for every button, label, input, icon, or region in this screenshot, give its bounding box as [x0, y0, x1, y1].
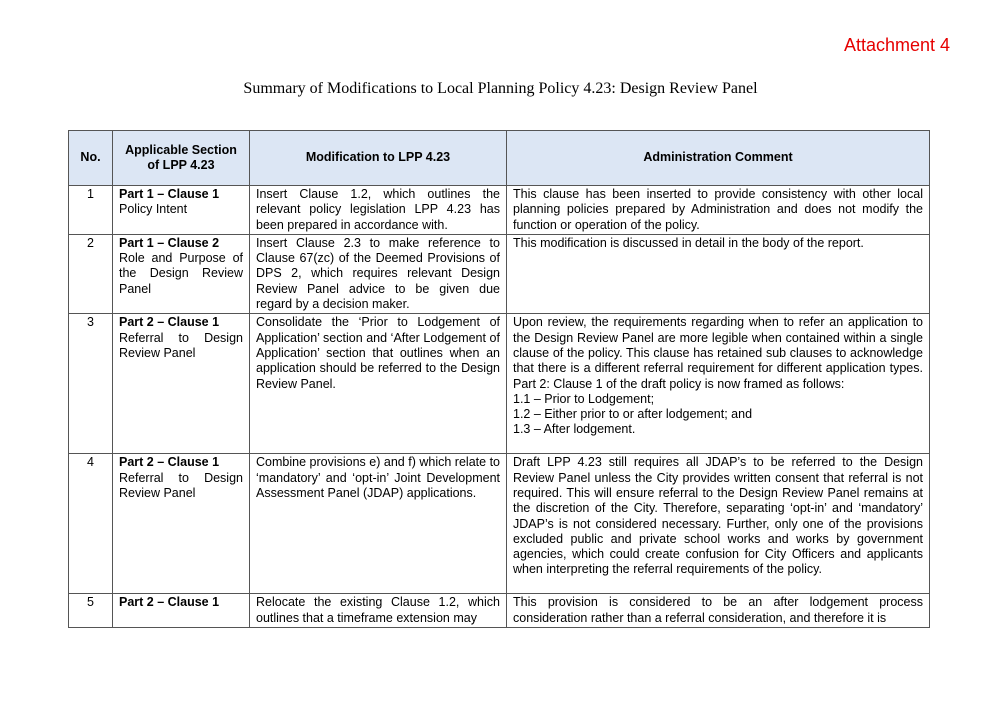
- comment-paragraph: This modification is discussed in detail in the body of the report.: [513, 235, 864, 250]
- section-title: Part 2 – Clause 1: [119, 315, 220, 330]
- comment-paragraph: This clause has been inserted to provide consistency with other local planning policies prepared by Administration and does not modify the function or operation of the policy.: [513, 187, 923, 232]
- row-section: [113, 234, 250, 313]
- row-section: [113, 186, 250, 235]
- comment-list-item: 1.3 – After lodgement.: [513, 422, 636, 437]
- header-section: Applicable Section of LPP 4.23: [113, 131, 250, 186]
- section-subtitle: Role and Purpose of the Design Review Panel: [119, 251, 243, 296]
- row-number: 3: [69, 314, 113, 454]
- table-row: [69, 234, 930, 313]
- row-comment: [507, 594, 930, 628]
- table-row: [69, 594, 930, 628]
- header-no: No.: [69, 131, 113, 186]
- section-subtitle: Policy Intent: [119, 202, 188, 217]
- row-number: 4: [69, 454, 113, 594]
- section-title: Part 2 – Clause 1: [119, 455, 220, 470]
- row-modification: Insert Clause 2.3 to make reference to Clause 67(zc) of the Deemed Provisions of DPS 2, which requires relevant Design Review Panel advice to be given due regard by a decision maker.: [250, 234, 507, 313]
- section-subtitle: Referral to Design Review Panel: [119, 330, 243, 360]
- row-modification: Insert Clause 1.2, which outlines the relevant policy legislation LPP 4.23 has been prepared in accordance with.: [250, 186, 507, 235]
- row-comment: [507, 234, 930, 313]
- row-modification: Consolidate the ‘Prior to Lodgement of Application’ section and ‘After Lodgement of Application’ section that outlines when an application should be referred to the Design Review Panel.: [250, 314, 507, 454]
- table-row: [69, 454, 930, 594]
- modifications-table: [68, 130, 930, 628]
- row-number: 5: [69, 594, 113, 628]
- comment-paragraph: Draft LPP 4.23 still requires all JDAP’s to be referred to the Design Review Panel unless the City provides written consent that referral is not required. This will ensure referral to the Design Review Panel remains at the discretion of the City. Therefore, separating ‘opt-in’ and ‘mandatory’ JDAP’s is not considered necessary. Further, only one of the provisions excluded public and private school works and works by government agencies, which could create confusion for City Officers and applicants when interpreting the referral requirements of the policy.: [513, 455, 923, 577]
- comment-list-item: 1.1 – Prior to Lodgement;: [513, 391, 655, 406]
- row-number: 2: [69, 234, 113, 313]
- section-title: Part 2 – Clause 1: [119, 595, 220, 610]
- row-section: [113, 454, 250, 594]
- table-header-row: [69, 131, 930, 186]
- table-row: [69, 314, 930, 454]
- row-section: [113, 314, 250, 454]
- section-title: Part 1 – Clause 1: [119, 187, 220, 201]
- row-number: 1: [69, 186, 113, 235]
- header-comment: Administration Comment: [507, 131, 930, 186]
- attachment-label: Attachment 4: [843, 35, 950, 55]
- table-row: [69, 186, 930, 235]
- row-comment: [507, 314, 930, 454]
- section-title: Part 1 – Clause 2: [119, 235, 220, 250]
- row-comment: [507, 186, 930, 235]
- row-modification: Relocate the existing Clause 1.2, which outlines that a timeframe extension may: [250, 594, 507, 628]
- row-modification: Combine provisions e) and f) which relate to ‘mandatory’ and ‘opt-in’ Joint Development Assessment Panel (JDAP) applications.: [250, 454, 507, 594]
- header-modification: Modification to LPP 4.23: [250, 131, 507, 186]
- section-subtitle: Referral to Design Review Panel: [119, 470, 243, 500]
- row-comment: [507, 454, 930, 594]
- row-section: [113, 594, 250, 628]
- comment-paragraph: This provision is considered to be an after lodgement process consideration rather than a referral consideration, and therefore it is: [513, 595, 923, 625]
- comment-list-item: 1.2 – Either prior to or after lodgement; and: [513, 407, 753, 422]
- comment-paragraph: Upon review, the requirements regarding when to refer an application to the Design Review Panel are more legible when contained within a single clause of the policy. This clause has retained sub clauses to acknowledge that there is a different referral requirement for different application types. Part 2: Clause 1 of the draft policy is now framed as follows:: [513, 315, 923, 391]
- document-title: Summary of Modifications to Local Planning Policy 4.23: Design Review Panel: [243, 80, 758, 97]
